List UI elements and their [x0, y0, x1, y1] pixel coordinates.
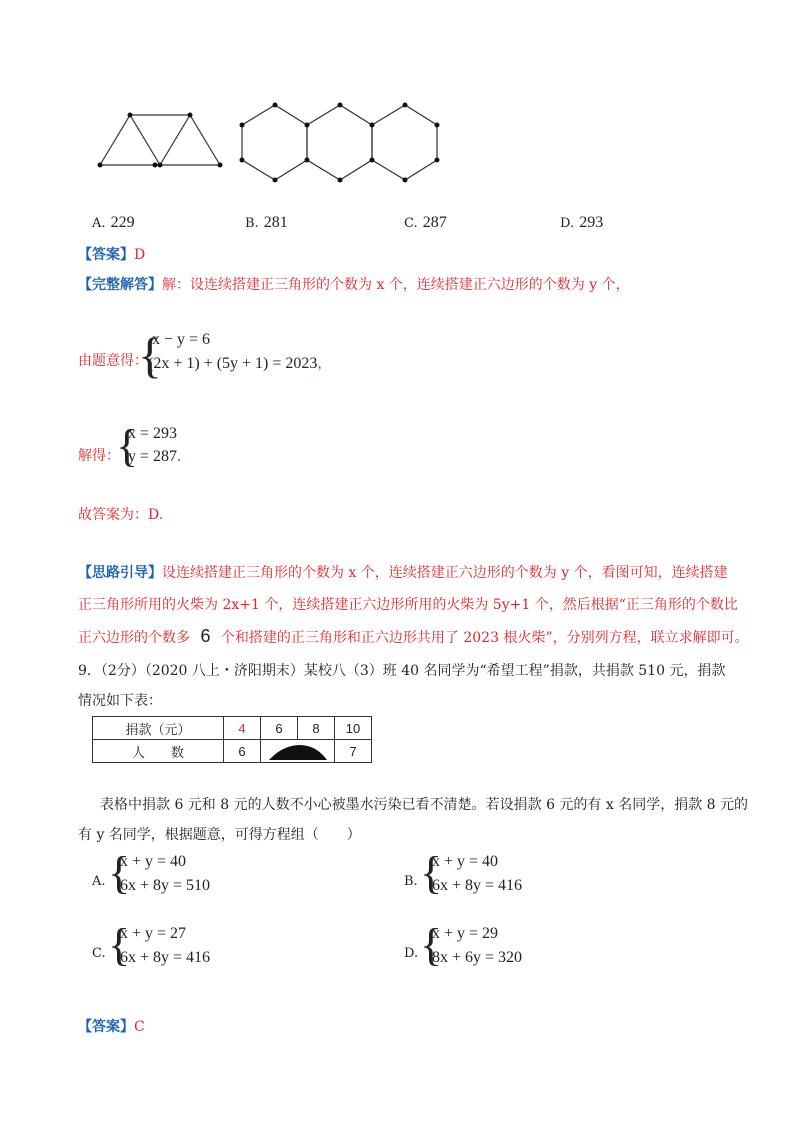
donation-table: [92, 716, 372, 763]
brace-icon: {: [420, 847, 443, 898]
q8-option-c[interactable]: C. 287: [404, 214, 447, 231]
matchstick-figures: [90, 100, 450, 190]
q9-option-a[interactable]: A. { x + y = 40 6x + 8y = 510: [92, 847, 211, 898]
q8-option-b[interactable]: B. 281: [245, 214, 288, 231]
table-header-cell: 6: [261, 717, 298, 740]
table-cell: 6: [224, 740, 261, 763]
brace-icon: {: [108, 919, 131, 970]
q8-hint-line1: 【思路引导】设连续搭建正三角形的个数为 x 个，连续搭建正六边形的个数为 y 个，看图可知，连续搭建: [78, 565, 728, 581]
q8-solve-label: 解得：: [78, 448, 120, 464]
q9-answer: 【答案】C: [78, 1019, 145, 1035]
table-row: [93, 740, 372, 763]
q8-hint-line2: 正三角形所用的火柴为 2x+1 个，连续搭建正六边形所用的火柴为 5y+1 个，然后根据“正三角形的个数比: [78, 597, 738, 613]
q8-option-d[interactable]: D. 293: [560, 214, 604, 231]
q8-answer: 【答案】D: [78, 247, 146, 263]
table-header-cell: 10: [335, 717, 372, 740]
q8-system2-brace: {: [116, 420, 139, 471]
table-cell: 人 数: [93, 740, 224, 763]
ink-blot-icon: [261, 740, 333, 762]
ink-stained-cell: [261, 740, 335, 763]
q8-given-label: 由题意得：: [78, 353, 148, 369]
q8-system1-brace: {: [138, 327, 162, 383]
q8-hint-line3: 正六边形的个数多 6 个和搭建的正三角形和正六边形共用了 2023 根火柴”，分别列方程，联立求解即可。: [78, 626, 749, 646]
table-header-cell: 8: [298, 717, 335, 740]
q8-system2-line2: y = 287.: [128, 448, 182, 465]
q9-body-line2: 有 y 名同学，根据题意，可得方程组（ ）: [78, 827, 361, 843]
table-header-cell: 捐款（元）: [93, 717, 224, 740]
triangle-row-figure: [98, 113, 223, 168]
brace-icon: {: [108, 847, 131, 898]
q8-solution-intro: 【完整解答】解：设连续搭建正三角形的个数为 x 个，连续搭建正六边形的个数为 y 个，: [78, 277, 630, 293]
q9-option-b[interactable]: B. { x + y = 40 6x + 8y = 416: [404, 847, 523, 898]
table-cell: 7: [335, 740, 372, 763]
q8-system2-line1: x = 293: [128, 425, 178, 442]
hexagon-row-figure: [240, 103, 440, 183]
table-row: [93, 717, 372, 740]
q8-system1-line1: x − y = 6: [152, 331, 211, 348]
q9-stem-line1: 9．（2分）（2020 八上・济阳期末）某校八（3）班 40 名同学为“希望工程”捐款，共捐款 510 元，捐款: [78, 663, 726, 679]
q8-system1-line2: (2x + 1) + (5y + 1) = 2023，: [148, 355, 332, 372]
table-header-cell: 4: [224, 717, 261, 740]
q9-stem-line2: 情况如下表：: [78, 693, 162, 709]
q9-option-d[interactable]: D. { x + y = 29 8x + 6y = 320: [404, 919, 523, 970]
brace-icon: {: [420, 919, 443, 970]
q8-option-a[interactable]: A. 229: [92, 214, 135, 231]
q9-option-c[interactable]: C. { x + y = 27 6x + 8y = 416: [92, 919, 211, 970]
q9-body-line1: 表格中捐款 6 元和 8 元的人数不小心被墨水污染已看不清楚。若设捐款 6 元的有 x 名同学，捐款 8 元的: [100, 797, 749, 813]
q8-conclusion: 故答案为：D.: [78, 507, 164, 523]
